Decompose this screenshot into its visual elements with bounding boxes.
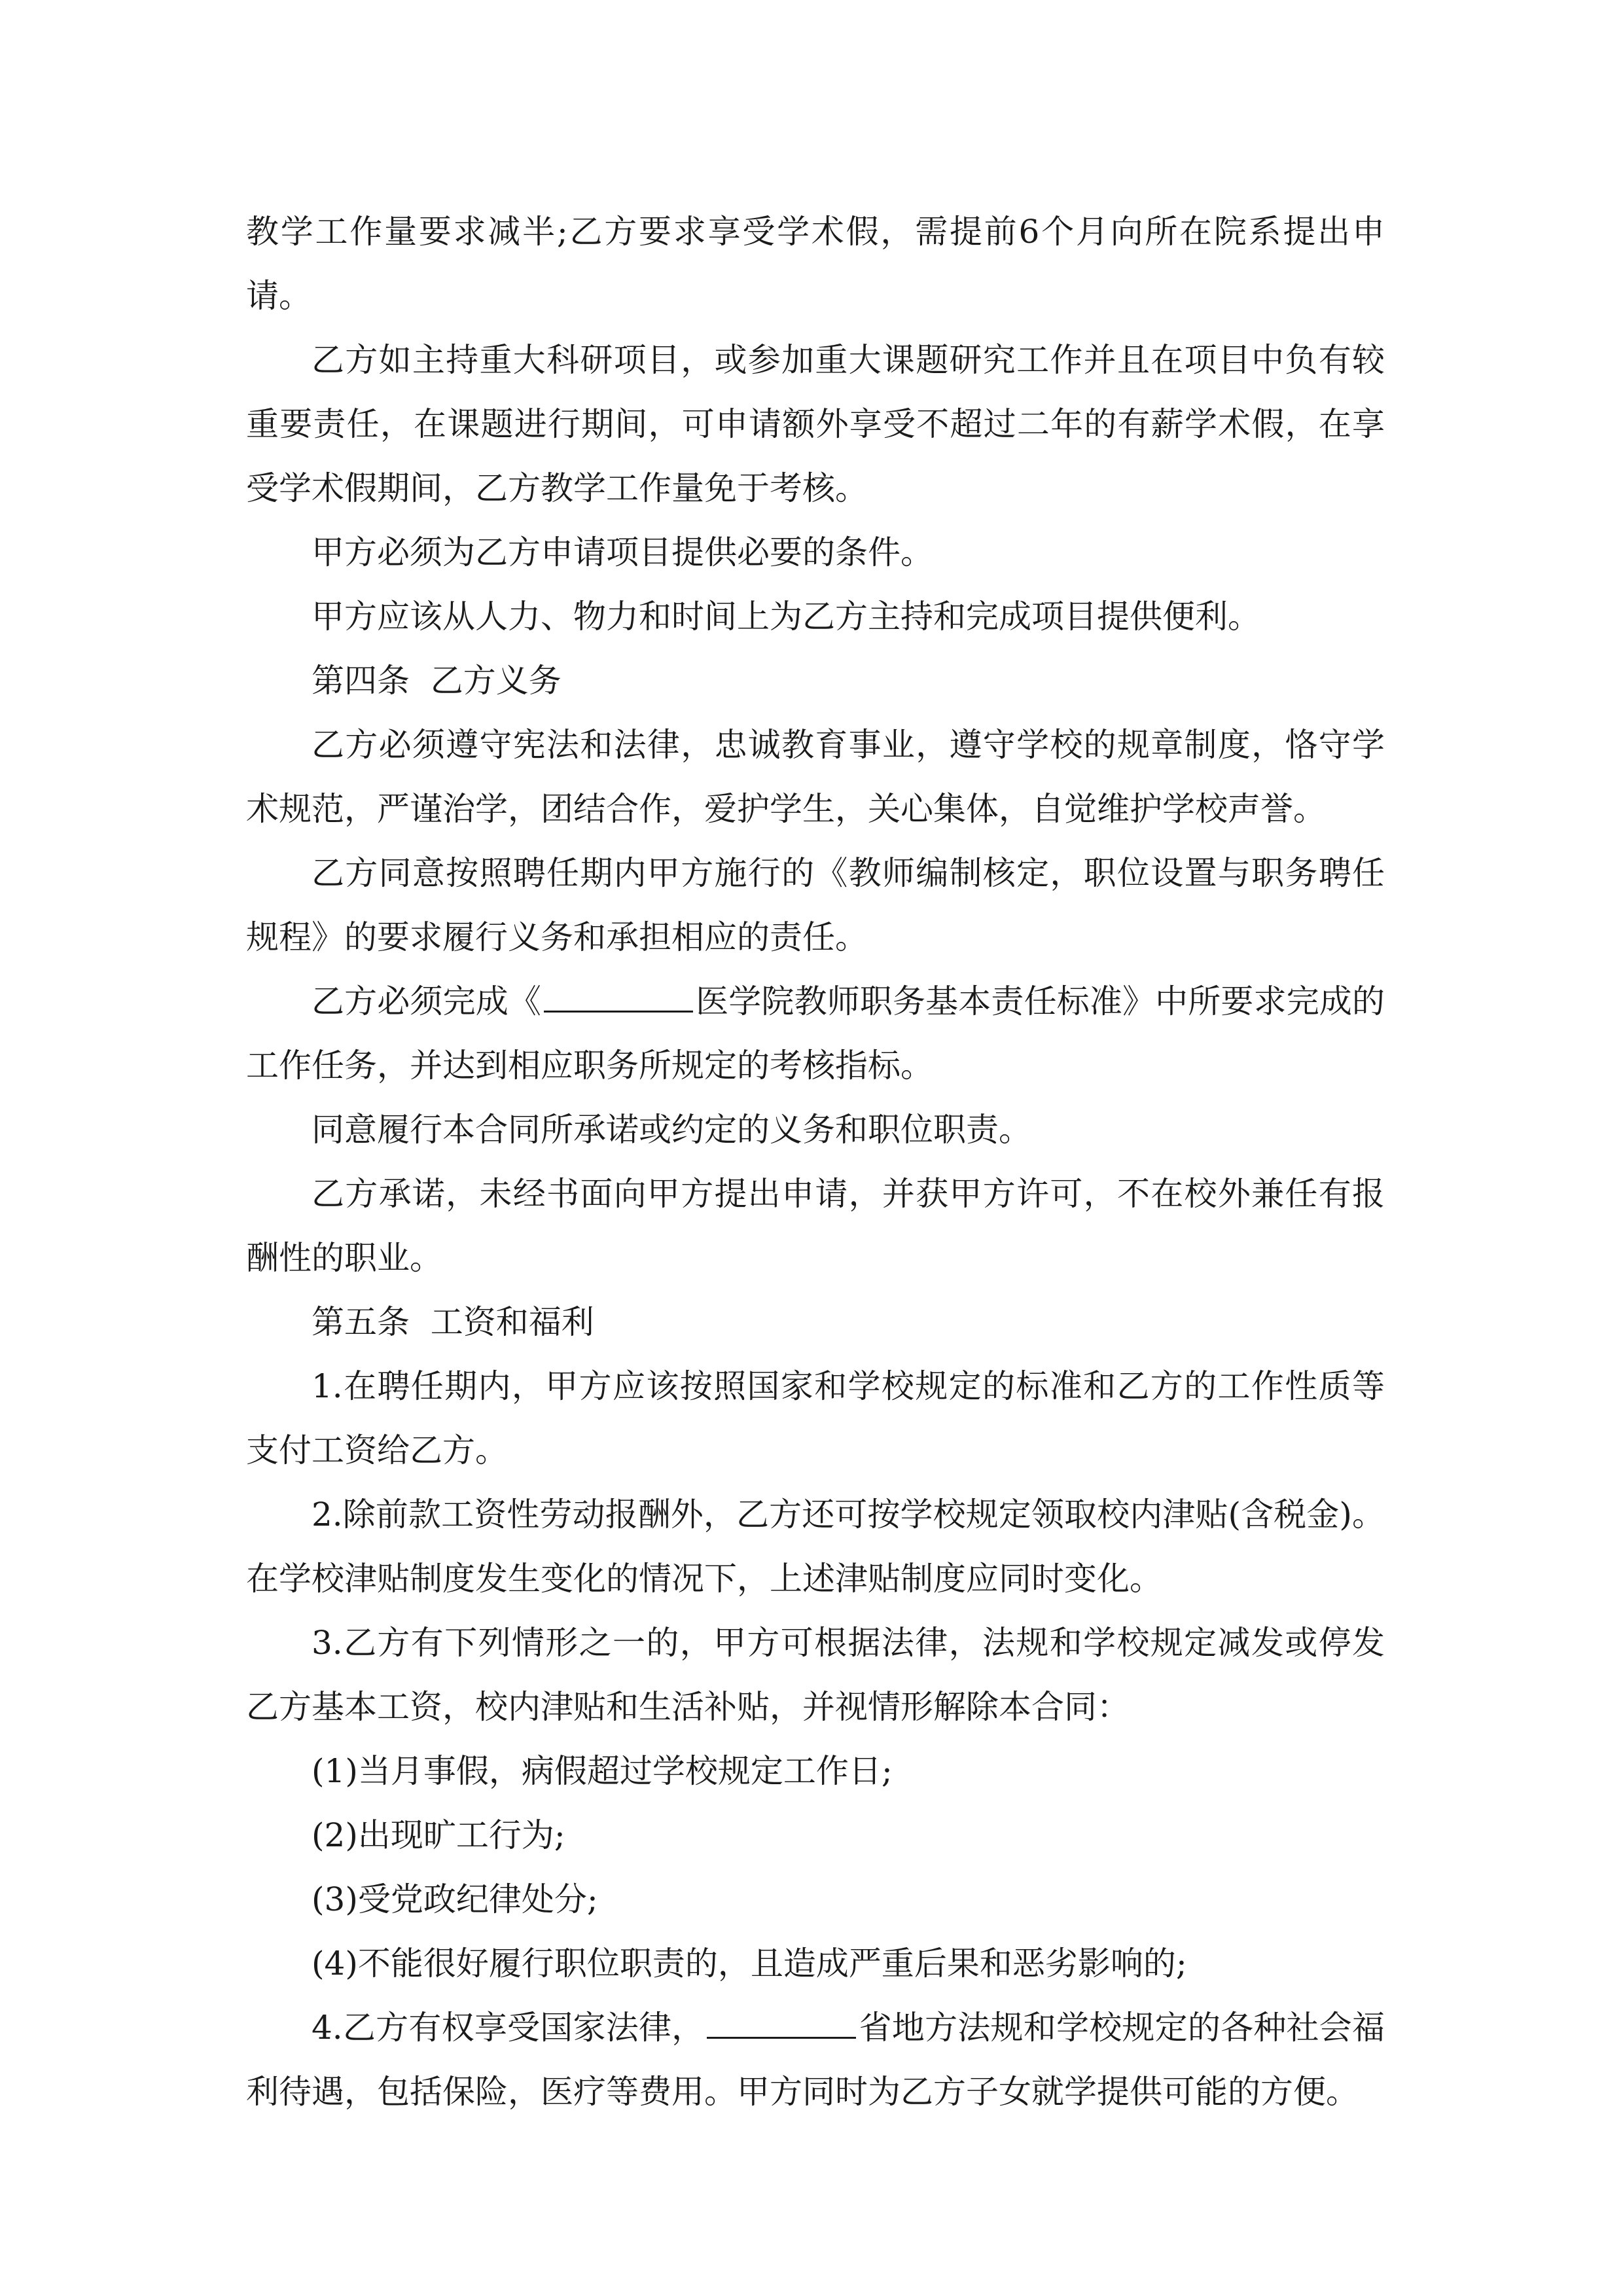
fill-in-blank [544, 978, 693, 1013]
list-item: (3)受党政纪律处分; [312, 1880, 598, 1918]
paragraph: 乙方承诺，未经书面向甲方提出申请，并获甲方许可，不在校外兼任有报酬性的职业。 [246, 1175, 1385, 1277]
paragraph-text: 乙方必须完成《 [312, 982, 541, 1020]
paragraph: 乙方如主持重大科研项目，或参加重大课题研究工作并且在项目中负有较重要责任，在课题进行期间，可申请额外享受不超过二年的有薪学术假，在享受学术假期间，乙方教学工作量免于考核。 [246, 341, 1385, 507]
paragraph-text: 4.乙方有权享受国家法律， [312, 2009, 705, 2047]
paragraph-text: 省地方法规和学校规定的各种社会福利待遇，包括保险，医疗等费用。甲方同时为乙方子女就学提供可能的方便。 [246, 2009, 1385, 2111]
paragraph: 1.在聘任期内，甲方应该按照国家和学校规定的标准和乙方的工作性质等支付工资给乙方。 [246, 1367, 1385, 1469]
section-heading: 第五条 工资和福利 [312, 1303, 594, 1341]
paragraph-with-blank [246, 1996, 1385, 2124]
list-item: (1)当月事假，病假超过学校规定工作日; [312, 1752, 893, 1790]
paragraph: 乙方必须遵守宪法和法律，忠诚教育事业，遵守学校的规章制度，恪守学术规范，严谨治学，团结合作，爱护学生，关心集体，自觉维护学校声誉。 [246, 726, 1385, 828]
document-body [246, 200, 1385, 2124]
list-item: (4)不能很好履行职位职责的，且造成严重后果和恶劣影响的; [312, 1945, 1187, 1982]
paragraph: 甲方应该从人力、物力和时间上为乙方主持和完成项目提供便利。 [312, 598, 1260, 636]
paragraph: 3.乙方有下列情形之一的，甲方可根据法律，法规和学校规定减发或停发乙方基本工资，校内津贴和生活补贴，并视情形解除本合同： [246, 1624, 1385, 1726]
list-item: (2)出现旷工行为; [312, 1816, 565, 1854]
section-heading: 第四条 乙方义务 [312, 662, 562, 700]
paragraph: 乙方同意按照聘任期内甲方施行的《教师编制核定，职位设置与职务聘任规程》的要求履行义务和承担相应的责任。 [246, 854, 1385, 956]
paragraph: 甲方必须为乙方申请项目提供必要的条件。 [312, 533, 933, 571]
paragraph: 同意履行本合同所承诺或约定的义务和职位职责。 [312, 1111, 1031, 1149]
paragraph: 教学工作量要求减半;乙方要求享受学术假，需提前6个月向所在院系提出申请。 [246, 213, 1385, 315]
fill-in-blank [707, 2004, 856, 2039]
paragraph-with-blank [246, 969, 1385, 1098]
paragraph: 2.除前款工资性劳动报酬外，乙方还可按学校规定领取校内津贴(含税金)。在学校津贴制度发生变化的情况下，上述津贴制度应同时变化。 [246, 1496, 1385, 1598]
paragraph-text: 医学院教师职务基本责任标准》中所要求完成的工作任务，并达到相应职务所规定的考核指标。 [246, 982, 1385, 1085]
